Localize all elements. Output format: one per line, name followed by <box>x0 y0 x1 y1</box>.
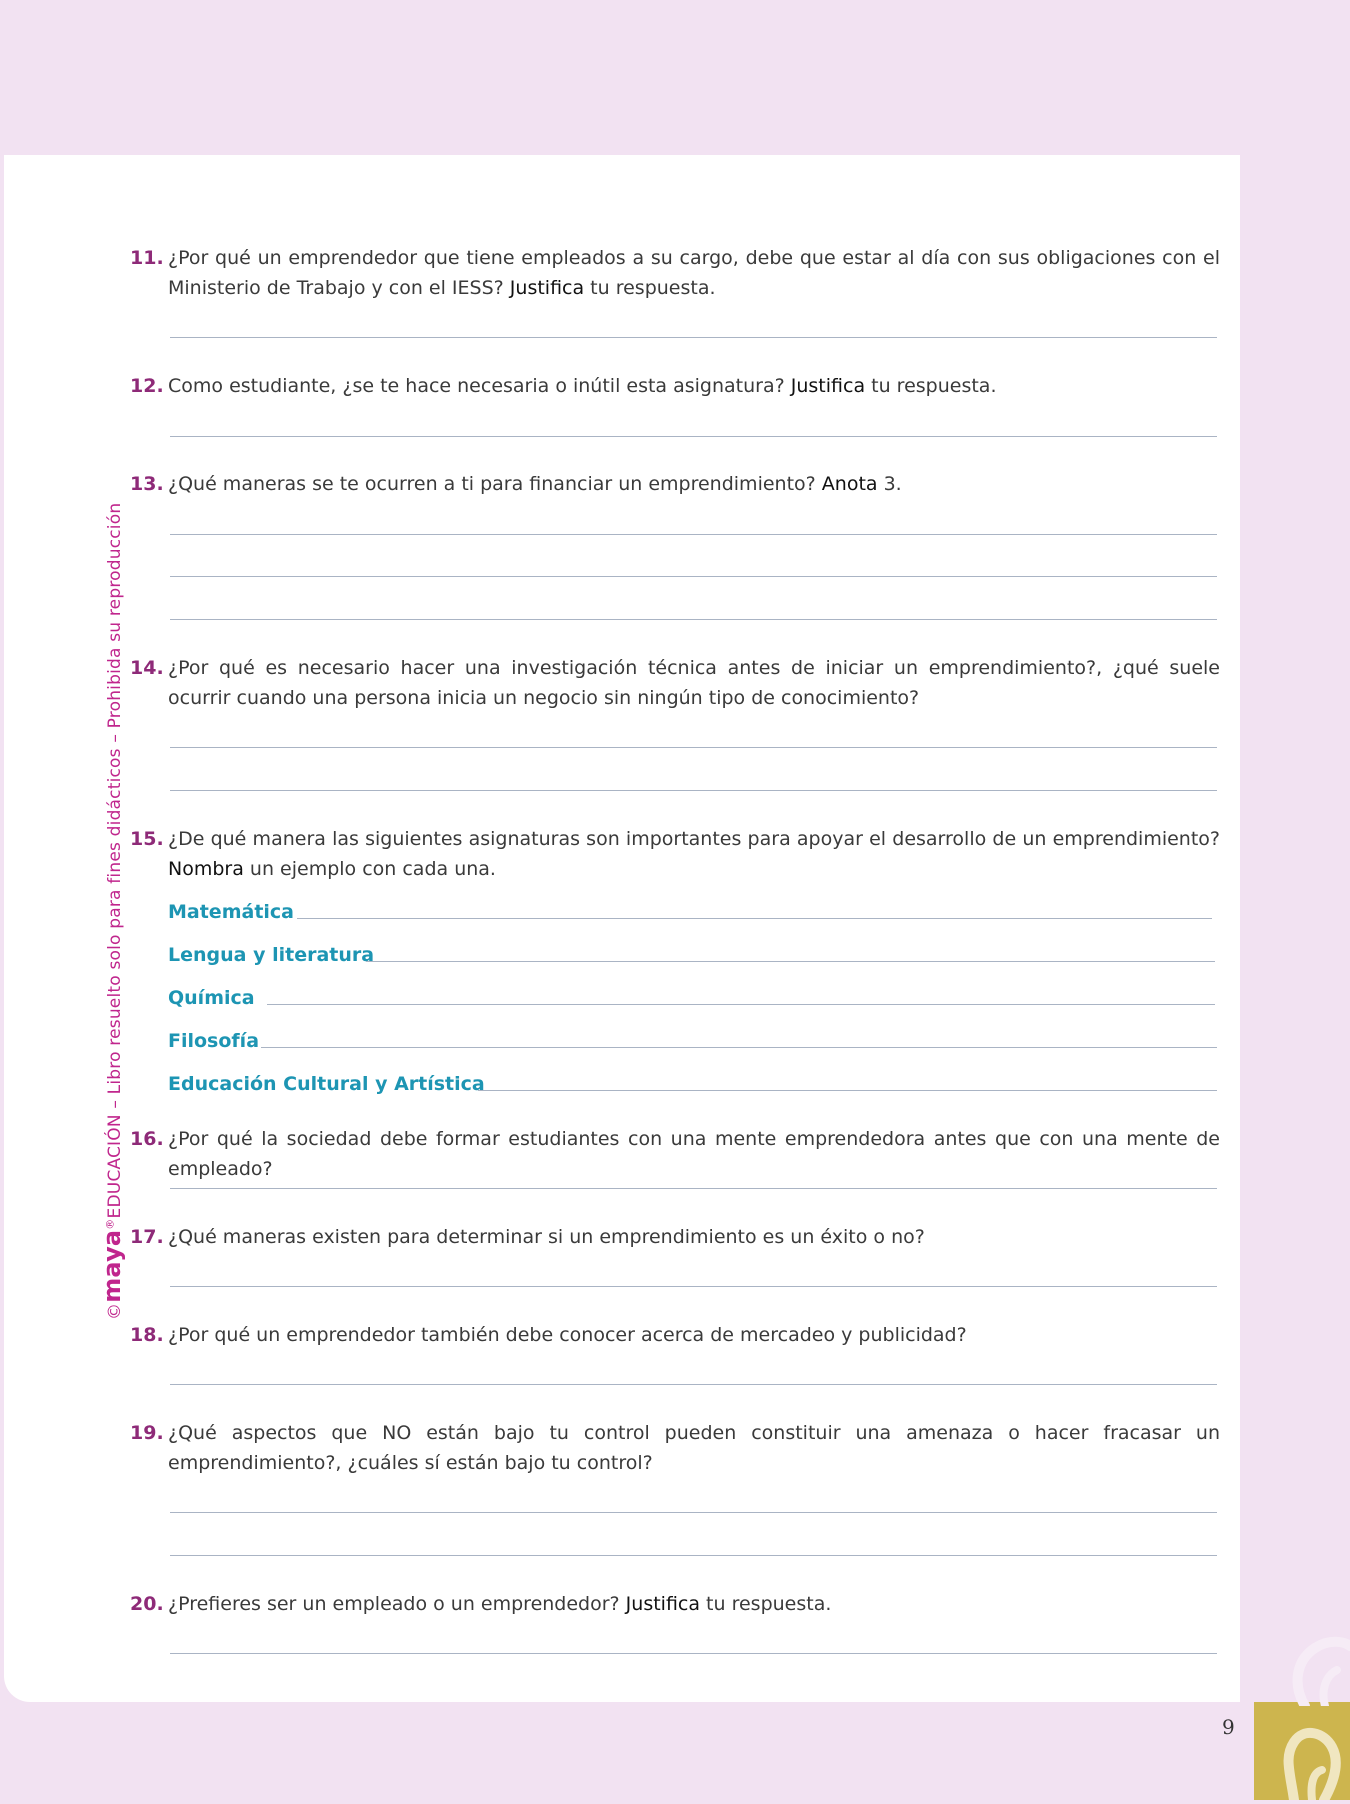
answer-line[interactable] <box>170 534 1217 535</box>
answer-line[interactable] <box>170 1555 1217 1556</box>
question-16: 16. ¿Por qué la sociedad debe formar estudiantes con una mente emprendedora antes que con una mente de empleado? <box>130 1128 1220 1180</box>
subject-matematica: Matemática <box>168 901 294 923</box>
question-12: 12. Como estudiante, ¿se te hace necesaria o inútil esta asignatura? Justifica tu respuesta. <box>130 375 997 397</box>
answer-line[interactable] <box>297 918 1212 919</box>
question-13: 13. ¿Qué maneras se te ocurren a ti para financiar un emprendimiento? Anota 3. <box>130 473 902 495</box>
question-20: 20. ¿Prefieres ser un empleado o un emprendedor? Justifica tu respuesta. <box>130 1593 832 1615</box>
hand-outline-icon <box>1285 1636 1350 1706</box>
question-19: 19. ¿Qué aspectos que NO están bajo tu control pueden constituir una amenaza o hacer fracasar un emprendimiento?, ¿cuáles sí están bajo tu control? <box>130 1422 1220 1474</box>
answer-line[interactable] <box>170 1384 1217 1385</box>
subject-quimica: Química <box>168 987 255 1009</box>
subject-lengua: Lengua y literatura <box>168 944 375 966</box>
question-14: 14. ¿Por qué es necesario hacer una investigación técnica antes de iniciar un emprendimiento?, ¿qué suele ocurrir cuando una persona inicia un negocio sin ningún tipo de conocimiento? <box>130 657 1220 709</box>
copyright-sidebar: ©maya®EDUCACIÓN – Libro resuelto solo para fines didácticos – Prohibida su reproducción <box>98 502 126 1320</box>
hand-icon <box>1254 1702 1350 1800</box>
answer-line[interactable] <box>170 619 1217 620</box>
answer-line[interactable] <box>261 1047 1217 1048</box>
answer-line[interactable] <box>170 436 1217 437</box>
page-number: 9 <box>1222 1715 1235 1739</box>
question-17: 17. ¿Qué maneras existen para determinar si un emprendimiento es un éxito o no? <box>130 1226 925 1248</box>
answer-line[interactable] <box>366 961 1215 962</box>
answer-line[interactable] <box>170 337 1217 338</box>
corner-decoration <box>1254 1702 1350 1800</box>
answer-line[interactable] <box>170 790 1217 791</box>
question-18: 18. ¿Por qué un emprendedor también debe conocer acerca de mercadeo y publicidad? <box>130 1324 967 1346</box>
subject-filosofia: Filosofía <box>168 1030 260 1052</box>
answer-line[interactable] <box>170 576 1217 577</box>
answer-line[interactable] <box>170 1286 1217 1287</box>
answer-line[interactable] <box>170 1188 1217 1189</box>
answer-line[interactable] <box>170 1653 1217 1654</box>
answer-line[interactable] <box>267 1004 1215 1005</box>
brand-logo: maya <box>98 1229 126 1303</box>
question-11: 11. ¿Por qué un emprendedor que tiene empleados a su cargo, debe que estar al día con sus obligaciones con el Ministerio de Trabajo y con el IESS? Justifica tu respuesta. <box>130 247 1220 299</box>
subject-educacion-cultural: Educación Cultural y Artística <box>168 1073 485 1095</box>
answer-line[interactable] <box>170 1512 1217 1513</box>
question-15: 15. ¿De qué manera las siguientes asignaturas son importantes para apoyar el desarrollo de un emprendimiento? Nombra un ejemplo con cada una. <box>130 828 1220 880</box>
answer-line[interactable] <box>478 1090 1217 1091</box>
answer-line[interactable] <box>170 747 1217 748</box>
